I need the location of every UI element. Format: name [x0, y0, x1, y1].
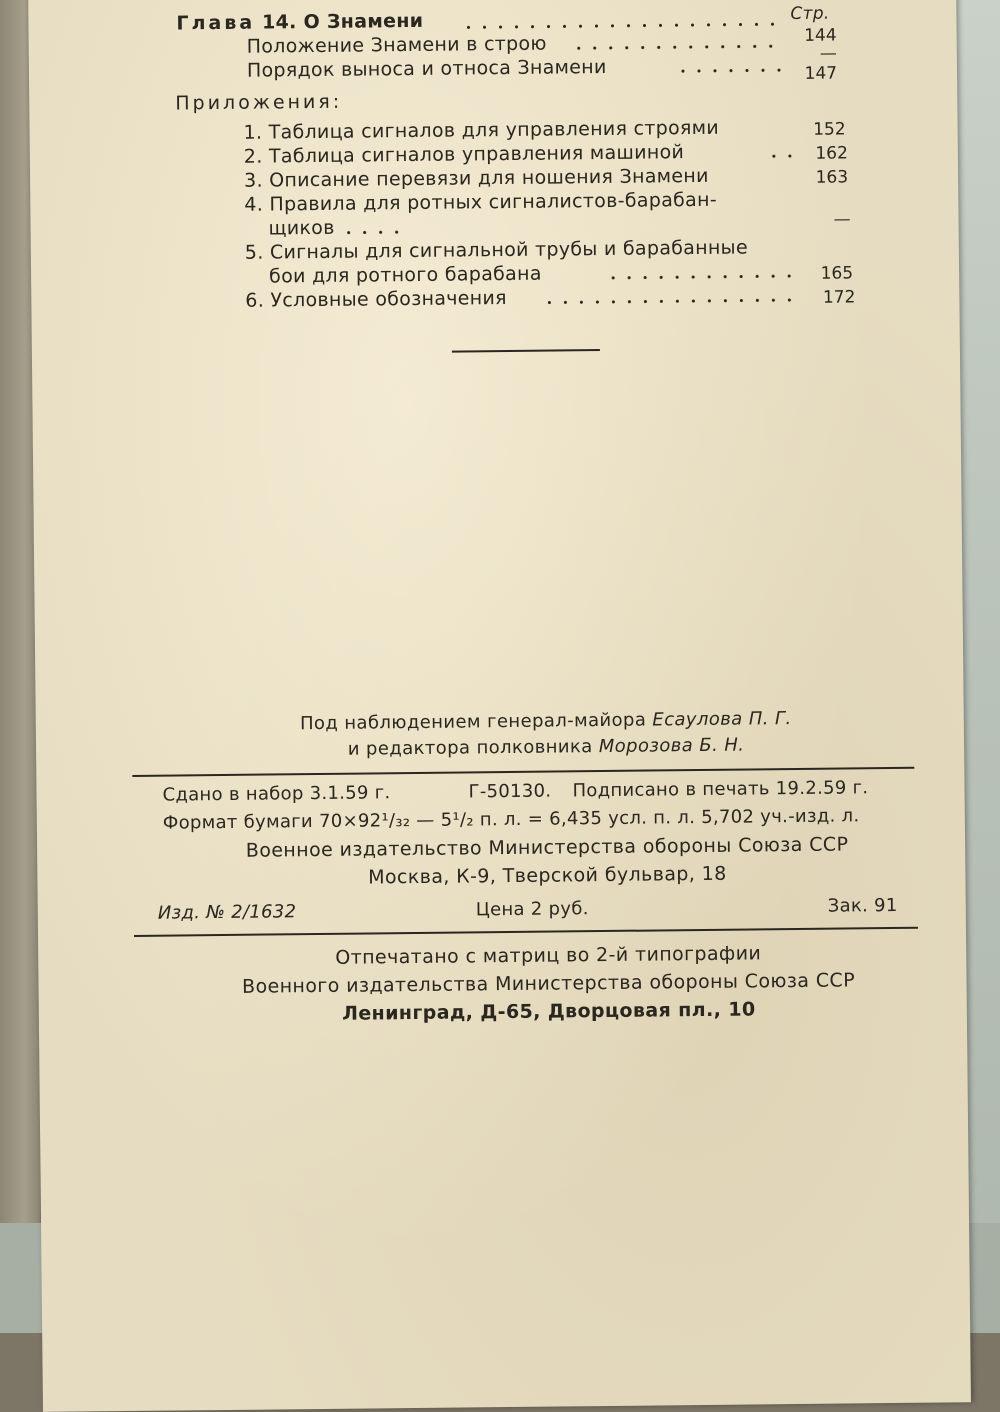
order-code: Г-50130. — [468, 780, 552, 803]
imprint-rule-top — [132, 767, 914, 777]
imprint-rule-bottom — [134, 927, 918, 937]
section-divider — [452, 349, 600, 353]
dot-leader — [605, 274, 799, 280]
appendix-item: 2. Таблица сигналов управления машиной — [243, 141, 685, 168]
editor-line — [166, 733, 926, 762]
supervisor-name: Есаулова П. Г. — [652, 708, 792, 731]
chapter-title: О Знамени — [303, 9, 424, 34]
appendix-page: 152 — [813, 119, 846, 140]
dot-leader — [571, 44, 781, 50]
book-page — [28, 0, 971, 1412]
appendix-page: — — [833, 209, 851, 230]
chapter-number: 14. — [261, 11, 297, 34]
printed-line: Отпечатано с матриц во 2-й типографии — [335, 942, 762, 969]
publisher-name: Военное издательство Министерства обороны Союза ССР — [245, 833, 849, 862]
appendix-page: 163 — [815, 167, 849, 188]
edition-number: Изд. № 2/1632 — [157, 901, 297, 924]
appendix-item: 5. Сигналы для сигнальной трубы и барабанные — [244, 236, 749, 264]
toc-entry-page: 147 — [804, 63, 838, 84]
chapter-prefix: Глава — [176, 11, 256, 35]
appendix-item-continuation: бои для ротного барабана — [269, 262, 542, 288]
appendix-heading: Приложения: — [175, 90, 343, 115]
dot-leader — [460, 22, 780, 29]
toc-entry-label: Положение Знамени в строю — [246, 32, 547, 58]
toc-entry-page: 144 — [804, 25, 837, 46]
order-number: Зак. 91 — [827, 894, 898, 917]
supervision-line — [166, 707, 926, 736]
signed-date: Подписано в печать 19.2.59 г. — [572, 777, 869, 802]
editor-name: Морозова Б. Н. — [598, 734, 745, 758]
printer-name: Военного издательства Министерства обороны Союза ССР — [241, 969, 856, 998]
chapter-heading — [176, 10, 423, 35]
appendix-item: 3. Описание перевязи для ношения Знамени — [243, 164, 709, 192]
appendix-item: 4. Правила для ротных сигналистов-барабан- — [244, 188, 718, 216]
paper-format: Формат бумаги 70×92¹/₃₂ — 5¹/₂ п. л. = 6,435 усл. п. л. 5,702 уч.-изд. л. — [162, 805, 860, 834]
typeset-date: Сдано в набор 3.1.59 г. — [162, 782, 391, 806]
price: Цена 2 руб. — [475, 898, 589, 921]
printer-address: Ленинград, Д-65, Дворцовая пл., 10 — [342, 998, 756, 1025]
toc-ditto-dash: — — [819, 43, 837, 64]
appendix-item-continuation: щиков — [268, 216, 335, 240]
appendix-item: 6. Условные обозначения — [245, 287, 507, 312]
appendix-page: 165 — [820, 263, 854, 284]
dot-leader — [341, 230, 401, 235]
toc-entry-label: Порядок выноса и относа Знамени — [246, 55, 607, 82]
publisher-address: Москва, К-9, Тверской бульвар, 18 — [368, 862, 727, 889]
appendix-page: 162 — [815, 143, 848, 164]
appendix-page: 172 — [822, 287, 856, 308]
editor-text: и редактора полковника — [347, 736, 599, 760]
dot-leader — [541, 298, 801, 305]
appendix-item: 1. Таблица сигналов для управления строями — [243, 116, 720, 144]
supervision-text: Под наблюдением генерал-майора — [299, 709, 653, 735]
dot-leader — [675, 68, 781, 73]
page-column-header: Стр. — [790, 3, 830, 25]
